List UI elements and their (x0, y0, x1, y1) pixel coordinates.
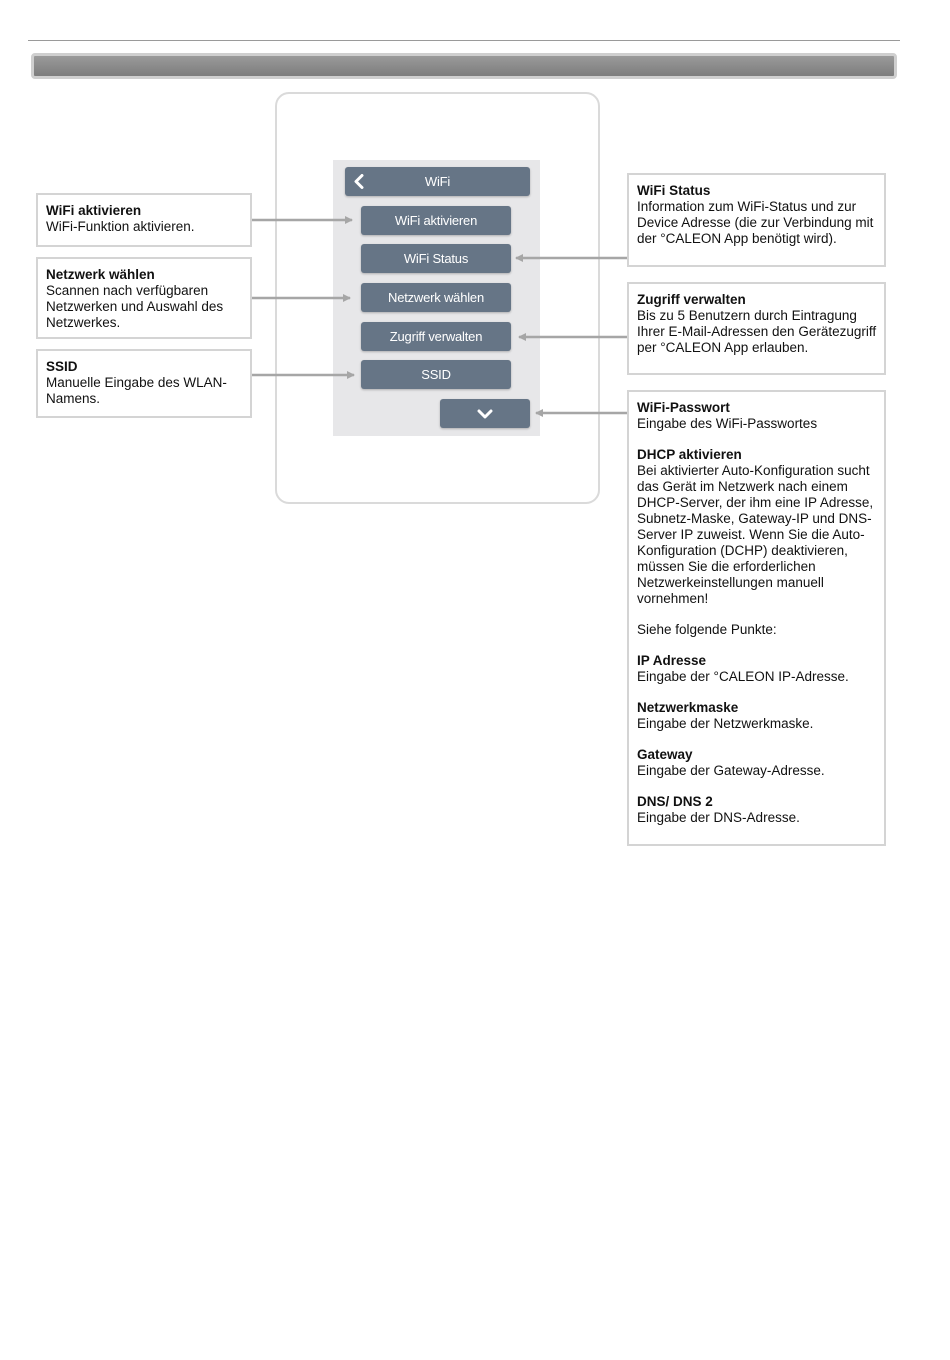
callout-title: IP Adresse (637, 653, 707, 668)
callout-desc: WiFi-Funktion aktivieren. (46, 219, 195, 234)
callout-title: DHCP aktivieren (637, 447, 742, 462)
callout-desc: Eingabe der DNS-Adresse. (637, 810, 800, 825)
wifi-activate-button[interactable]: WiFi aktivieren (361, 206, 511, 235)
callout-desc: Bei aktivierter Auto-Konfiguration sucht das Gerät im Netzwerk nach einem DHCP-Server, der ihm eine IP Adresse, Subnetz-Maske, Gateway-IP und DNS-Server IP zuweist. Wenn Sie die Auto-Konfiguration (DCHP) deaktivieren, müssen Sie die erforderlichen Netzwerkeinstellungen manuell vornehmen! (637, 463, 874, 606)
callout-desc: Scannen nach verfügbaren Netzwerken und Auswahl des Netzwerkes. (46, 283, 224, 330)
wifi-title: WiFi (424, 174, 451, 189)
callout-desc: Siehe folgende Punkte: (637, 622, 777, 637)
callout-desc: Information zum WiFi-Status und zur Device Adresse (die zur Verbindung mit der °CALEON App benötigt wird). (637, 199, 874, 246)
wifi-status-button[interactable]: WiFi Status (361, 244, 511, 273)
callout-desc: Eingabe der Netzwerkmaske. (637, 716, 814, 731)
callout-title: Netzwerk wählen (46, 267, 155, 282)
callout-title: WiFi Status (637, 183, 711, 198)
callout-title: Zugriff verwalten (637, 292, 746, 307)
callout-title: Gateway (637, 747, 693, 762)
callout-title: WiFi aktivieren (46, 203, 142, 218)
callout-desc: Eingabe der °CALEON IP-Adresse. (637, 669, 849, 684)
callout-title: WiFi-Passwort (637, 400, 730, 415)
callout-title: DNS/ DNS 2 (637, 794, 713, 809)
callout-title: Netzwerkmaske (637, 700, 739, 715)
callout-desc: Manuelle Eingabe des WLAN-Namens. (46, 375, 227, 406)
ssid-button[interactable]: SSID (361, 360, 511, 389)
access-manage-button[interactable]: Zugriff verwalten (361, 322, 511, 351)
callout-desc: Eingabe des WiFi-Passwortes (637, 416, 818, 431)
network-select-button[interactable]: Netzwerk wählen (361, 283, 511, 312)
callout-desc: Eingabe der Gateway-Adresse. (637, 763, 825, 778)
callout-title: SSID (46, 359, 78, 374)
callout-desc: Bis zu 5 Benutzern durch Eintragung Ihrer E-Mail-Adressen den Gerätezugriff per °CALEON App erlauben. (637, 308, 877, 355)
